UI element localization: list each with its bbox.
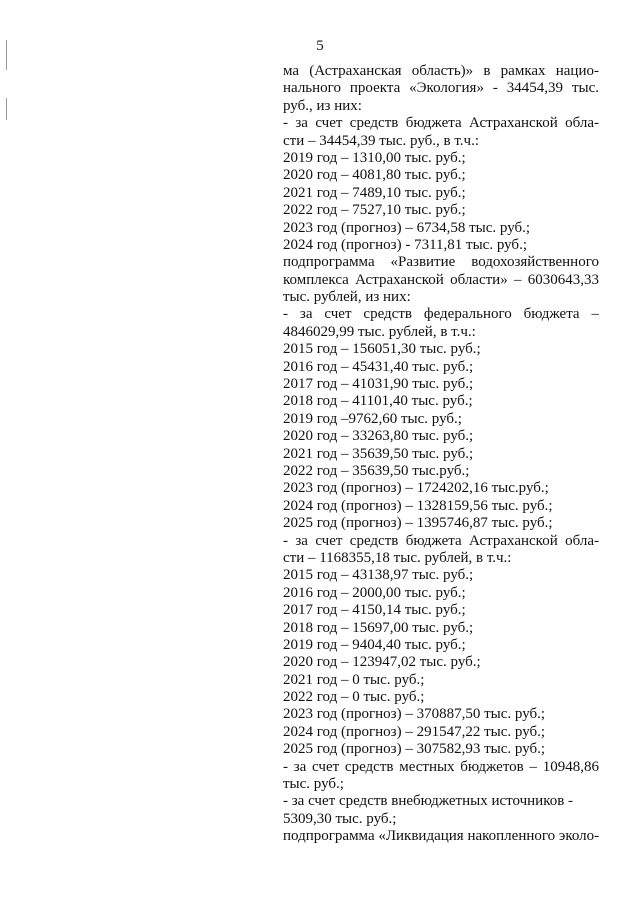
text-line: 2021 год – 7489,10 тыс. руб.; [283,184,466,201]
text-line: 2023 год (прогноз) – 1724202,16 тыс.руб.; [283,480,549,497]
text-line: ма (Астраханская область)» в рамках нацио- [283,63,599,79]
text-line: тыс. рублей, из них: [283,289,411,306]
text-line: 2024 год (прогноз) - 7311,81 тыс. руб.; [283,236,527,253]
text-line: 2022 год – 0 тыс. руб.; [283,689,425,706]
text-line: - за счет средств федерального бюджета – [283,306,599,323]
text-line: 5309,30 тыс. руб.; [283,810,397,827]
text-line: 2021 год – 0 тыс. руб.; [283,671,425,688]
text-line: 2024 год (прогноз) – 291547,22 тыс. руб.; [283,723,546,740]
text-line: 2022 год – 35639,50 тыс.руб.; [283,462,470,479]
text-line: - за счет средств местных бюджетов – 10948,86 [283,758,599,775]
text-line: 2018 год – 15697,00 тыс. руб.; [283,619,474,636]
text-line: 2023 год (прогноз) – 370887,50 тыс. руб.; [283,706,546,723]
text-line: 2025 год (прогноз) – 1395746,87 тыс. руб.; [283,515,553,532]
text-line: подпрограмма «Развитие водохозяйственного [283,254,599,271]
text-line: 2019 год –9762,60 тыс. руб.; [283,410,462,427]
text-line: - за счет средств внебюджетных источников - [283,793,574,810]
text-line: 2015 год – 43138,97 тыс. руб.; [283,567,474,584]
text-line: 2017 год – 41031,90 тыс. руб.; [283,376,474,393]
text-line: 2024 год (прогноз) – 1328159,56 тыс. руб.; [283,497,553,514]
page-number: 5 [316,38,324,54]
text-line: 2015 год – 156051,30 тыс. руб.; [283,341,481,358]
text-line: 2021 год – 35639,50 тыс. руб.; [283,445,474,462]
text-line: 2019 год – 9404,40 тыс. руб.; [283,636,466,653]
text-line: тыс. руб.; [283,776,344,793]
text-line: 4846029,99 тыс. рублей, в т.ч.: [283,323,476,340]
text-line: - за счет средств бюджета Астраханской обла- [283,532,599,549]
text-line: 2020 год – 4081,80 тыс. руб.; [283,167,466,184]
text-line: 2019 год – 1310,00 тыс. руб.; [283,149,466,166]
text-line: 2020 год – 33263,80 тыс. руб.; [283,428,474,445]
text-line: подпрограмма «Ликвидация накопленного эколо- [283,828,599,845]
text-line: - за счет средств бюджета Астраханской обла- [283,115,599,132]
text-line: 2022 год – 7527,10 тыс. руб.; [283,202,466,219]
text-line: 2018 год – 41101,40 тыс. руб.; [283,393,473,410]
text-line: 2016 год – 2000,00 тыс. руб.; [283,584,466,601]
left-margin-mark-bottom [6,98,7,120]
text-line: 2017 год – 4150,14 тыс. руб.; [283,602,466,619]
text-line: комплекса Астраханской области» – 6030643,33 [283,271,599,288]
text-line: руб., из них: [283,97,362,114]
text-line: 2025 год (прогноз) – 307582,93 тыс. руб.; [283,741,546,758]
document-text-column [283,63,599,846]
text-line: сти – 1168355,18 тыс. рублей, в т.ч.: [283,549,512,566]
text-line: 2020 год – 123947,02 тыс. руб.; [283,654,481,671]
text-line: 2016 год – 45431,40 тыс. руб.; [283,358,474,375]
text-line: 2023 год (прогноз) – 6734,58 тыс. руб.; [283,219,531,236]
text-line: нального проекта «Экология» - 34454,39 тыс. [283,80,599,97]
text-line: сти – 34454,39 тыс. руб., в т.ч.: [283,132,479,149]
